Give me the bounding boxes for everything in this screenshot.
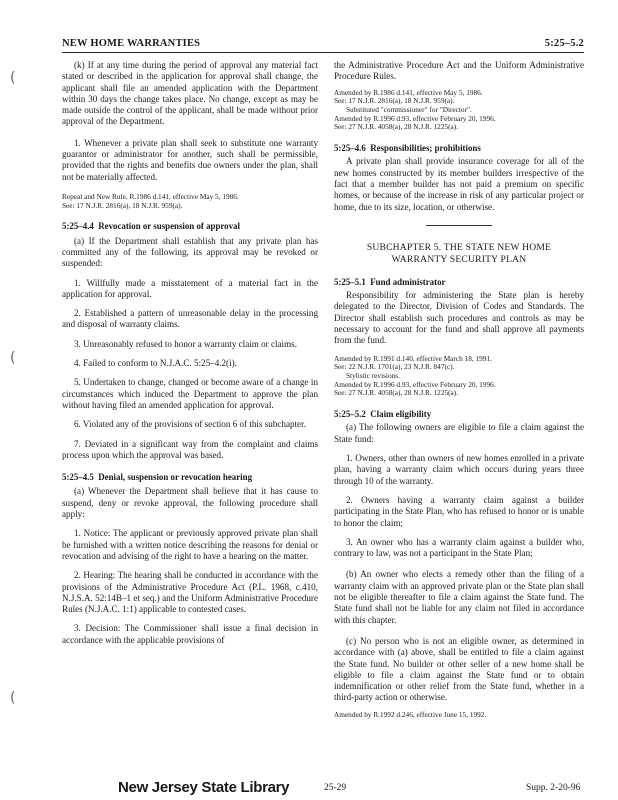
section-number: 5:25–5.2 — [334, 409, 366, 420]
section-title: Claim eligibility — [370, 409, 432, 420]
punch-hole-mark-top: ( — [10, 70, 16, 86]
history-note — [334, 89, 584, 133]
list-item: 1. Willfully made a misstatement of a material fact in the application for approval. — [62, 277, 318, 299]
history-line: Substituted "commissioner" for "Director". — [346, 105, 472, 114]
running-header — [62, 36, 584, 53]
history-note — [334, 711, 584, 720]
history-line: See: 17 N.J.R. 2816(a), 18 N.J.R. 959(a). — [334, 96, 455, 106]
history-line: Amended by R.1992 d.246, effective June 15, 1992. — [334, 709, 487, 719]
history-line: Amended by R.1986 d.141, effective May 5, 1986. — [334, 87, 483, 97]
history-line: Stylistic revisions. — [346, 371, 400, 381]
page-number: 25-29 — [324, 783, 347, 793]
paragraph: (a) Whenever the Department shall believe that it has cause to suspend, deny or revoke approval, the following procedure shall apply: — [62, 486, 318, 520]
paragraph-continued: the Administrative Procedure Act and the Uniform Administrative Procedure Rules. — [334, 60, 584, 82]
section-number: 5:25–4.5 — [62, 472, 94, 483]
list-item: 2. Established a pattern of unreasonable delay in the processing and disposal of warranty claims. — [62, 308, 318, 330]
history-line: Repeal and New Rule, R.1986 d.141, effective May 5, 1986. — [62, 191, 239, 201]
section-heading — [334, 277, 584, 288]
history-note — [334, 355, 584, 399]
right-column — [334, 60, 584, 719]
section-title: Responsibilities; prohibitions — [370, 143, 481, 154]
history-note — [62, 193, 318, 210]
paragraph: A private plan shall provide insurance coverage for all of the new homes constructed by its member builders irrespective of the fact that a member builder has not paid a premium on specific homes, or because of the increase in risk of any particular project or home, due to its size, location, or otherwise. — [334, 156, 584, 212]
section-number: 5:25–4.4 — [62, 221, 94, 232]
punch-hole-mark-bottom: ( — [10, 690, 16, 706]
history-line: Amended by R.1996 d.93, effective February 20, 1996. — [334, 113, 496, 123]
history-line: Amended by R.1991 d.140, effective March 18, 1991. — [334, 353, 492, 363]
list-item: 3. An owner who has a warranty claim against a builder who, contrary to law, was not a participant in the State Plan; — [334, 536, 584, 559]
left-column — [62, 60, 318, 646]
paragraph: (a) If the Department shall establish that any private plan has committed any of the following, its approval may be revoked or suspended: — [62, 235, 318, 269]
history-line: See: 17 N.J.R. 2816(a), 18 N.J.R. 959(a). — [62, 200, 183, 210]
subchapter-title-line: SUBCHAPTER 5. THE STATE NEW HOME — [366, 241, 552, 253]
paragraph: (a) The following owners are eligible to file a claim against the State fund: — [334, 422, 584, 444]
subchapter-title-line: WARRANTY SECURITY PLAN — [391, 253, 527, 265]
history-line: Amended by R.1996 d.93, effective February 20, 1996. — [334, 379, 496, 389]
list-item: 2. Hearing: The hearing shall be conducted in accordance with the provisions of the Administrative Procedure Act (P.L. 1968, c.410, N.J.S.A. 52:14B–1 et seq.) and the Uniform Administrative Procedure Rules (N.J.A.C. 1:1) applicable to contested cases. — [62, 570, 318, 615]
subchapter-heading — [334, 242, 584, 266]
paragraph: (c) No person who is not an eligible owner, as determined in accordance with (a) above, shall be entitled to file a claim against the State fund. No builder or other seller of a new home shall be eligible to file a claim against the State fund or to obtain indemnification or other relief from the State fund, whether in a third-party action or otherwise. — [334, 635, 584, 703]
list-item: 7. Deviated in a significant way from the complaint and claims process upon which the approval was based. — [62, 438, 318, 460]
section-heading — [62, 472, 318, 483]
paragraph-k: (k) If at any time during the period of approval any material fact stated or described in the application for approval shall change, the applicant shall file an amended application with the Department within 30 days the change takes place. No change, except as may be made outside the control of the applicant, shall be made without prior approval of the Department. — [62, 60, 318, 127]
history-line: See: 27 N.J.R. 4058(a), 28 N.J.R. 1225(a). — [334, 388, 459, 398]
header-section: 5:25–5.2 — [544, 38, 584, 49]
page-footer — [0, 779, 618, 799]
list-item: 1. Owners, other than owners of new homes enrolled in a private plan, having a warranty claim which occurs during years three through 10 of the warranty. — [334, 453, 584, 486]
header-title: NEW HOME WARRANTIES — [62, 38, 201, 49]
punch-hole-mark-middle: ( — [10, 350, 16, 366]
section-title: Fund administrator — [370, 276, 446, 287]
section-title: Denial, suspension or revocation hearing — [98, 472, 253, 483]
list-item: 2. Owners having a warranty claim against a builder participating in the State Plan, who has refused to honor or is unable to honor the claim; — [334, 494, 584, 528]
library-stamp: New Jersey State Library — [118, 779, 290, 796]
section-title: Revocation or suspension of approval — [98, 221, 240, 232]
list-item: 1. Notice: The applicant or previously approved private plan shall be furnished with a written notice describing the reasons for denial or revocation and advising of the right to have a hearing on the matter. — [62, 528, 318, 561]
section-heading — [334, 409, 584, 420]
list-item: 5. Undertaken to change, changed or become aware of a change in circumstances which induced the Department to approve the plan without having filed an amended application for approval. — [62, 377, 318, 410]
list-item: 3. Unreasonably refused to honor a warranty claim or claims. — [74, 338, 297, 349]
list-item: 3. Decision: The Commissioner shall issue a final decision in accordance with the applicable provisions of — [62, 623, 318, 645]
history-line: See: 22 N.J.R. 1701(a), 23 N.J.R. 847(c). — [334, 362, 455, 372]
list-item: 6. Violated any of the provisions of section 6 of this subchapter. — [74, 419, 306, 430]
paragraph: (b) An owner who elects a remedy other than the filing of a warranty claim with an approved private plan or the State plan shall not be eligible thereafter to file a claim against the State fund. The State fund shall not be liable for any claim not filed in accordance with this chapter. — [334, 569, 584, 625]
paragraph-item: 1. Whenever a private plan shall seek to substitute one warranty guarantor or administrator for another, such shall be permissible, provided that the rights and benefits due owners under the plan, shall not be materially affected. — [62, 137, 318, 182]
supplement-date: Supp. 2-20-96 — [526, 783, 581, 793]
section-divider — [426, 225, 492, 226]
section-number: 5:25–5.1 — [334, 276, 366, 287]
list-item: 4. Failed to conform to N.J.A.C. 5:25–4.2(i). — [74, 358, 237, 369]
paragraph: Responsibility for administering the State plan is hereby delegated to the Director, Division of Codes and Standards. The Director shall establish such procedures and controls as may be necessary to account for the fund and shall approve all payments from the fund. — [334, 290, 584, 346]
history-line: See: 27 N.J.R. 4058(a), 28 N.J.R. 1225(a). — [334, 122, 459, 132]
section-number: 5:25–4.6 — [334, 143, 366, 154]
section-heading — [334, 143, 584, 154]
section-heading — [62, 221, 318, 232]
